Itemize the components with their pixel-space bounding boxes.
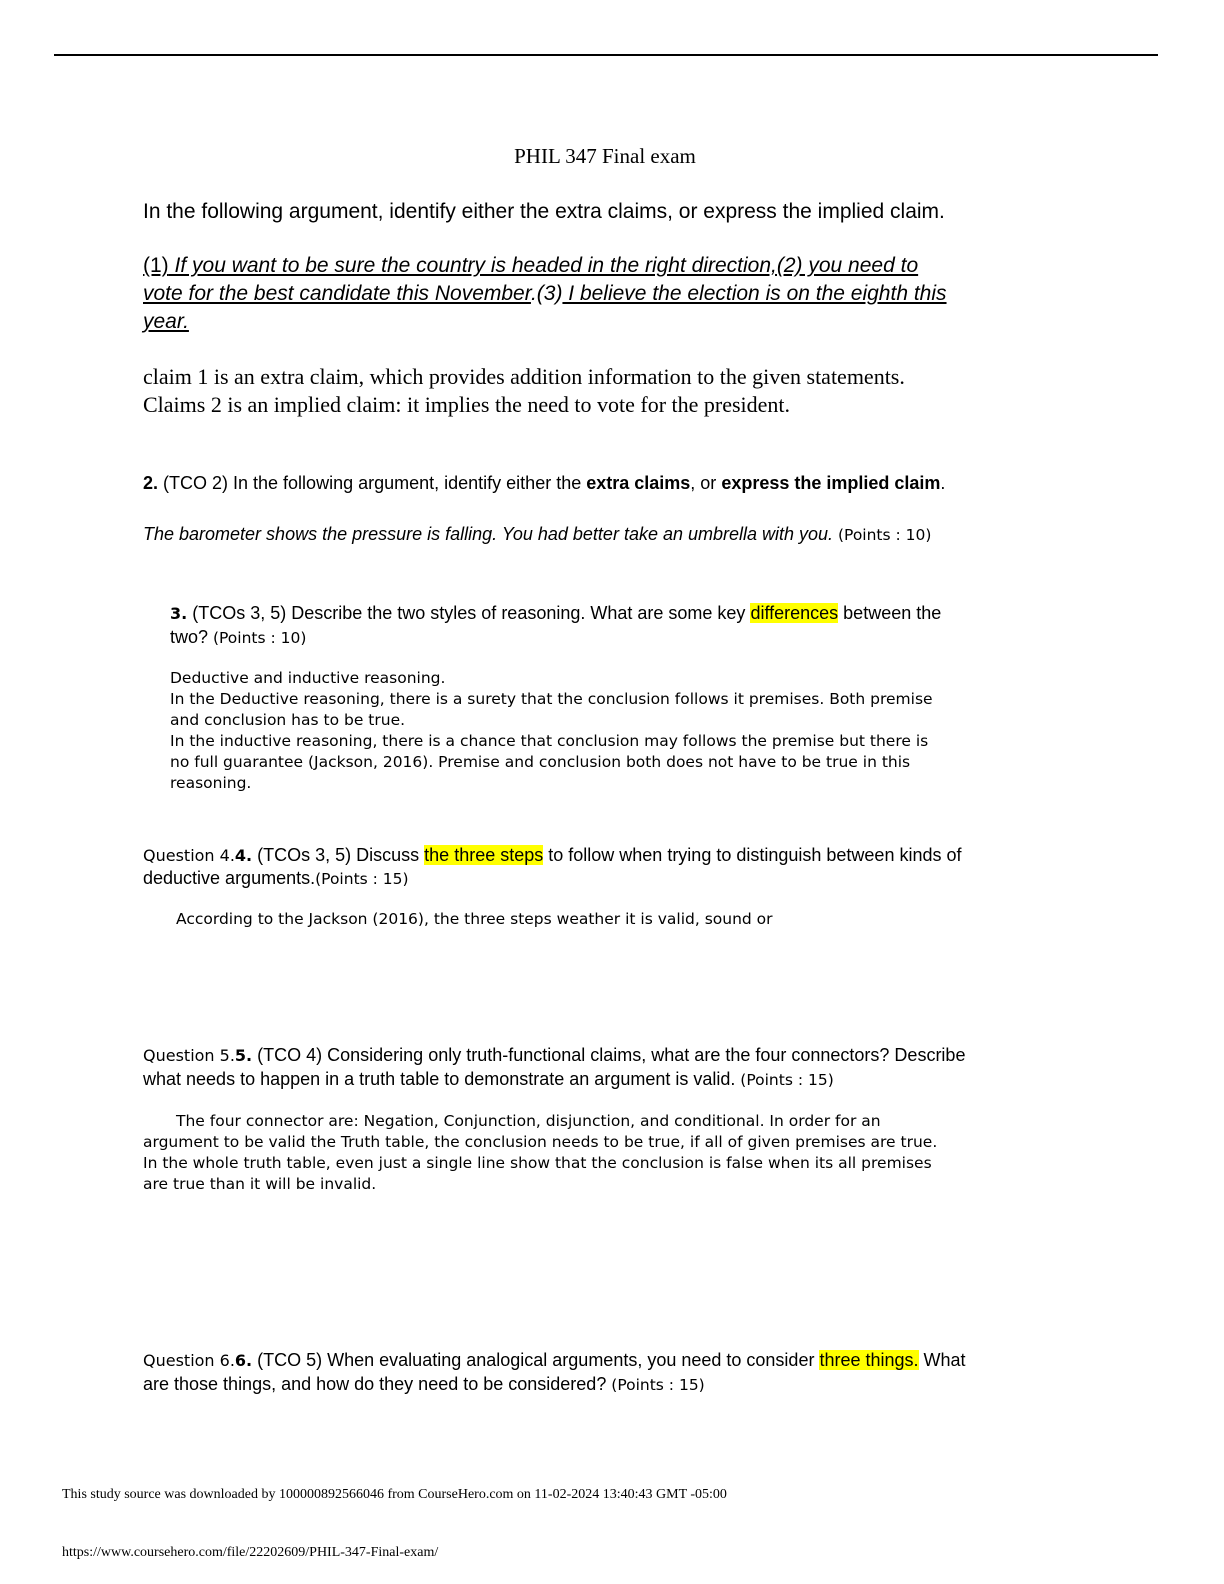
q5-number: 5. xyxy=(234,1046,253,1065)
q2-text-a: (TCO 2) In the following argument, identify either the xyxy=(158,473,587,493)
q3-answer-line: reasoning. xyxy=(170,774,252,792)
q3-answer-line: no full guarantee (Jackson, 2016). Premise and conclusion both does not have to be true in this xyxy=(170,753,911,771)
q3-points: (Points : 10) xyxy=(208,629,307,647)
q3-answer xyxy=(170,668,933,794)
q4-text-b: to follow when trying to distinguish between kinds of xyxy=(543,845,962,865)
footer-source: This study source was downloaded by 100000892566046 from CourseHero.com on 11-02-2024 13:40:43 GMT -05:00 xyxy=(62,1487,727,1502)
q5-text-a: (TCO 4) Considering only truth-functional claims, what are the four connectors? Describe xyxy=(252,1045,966,1065)
footer-url[interactable]: https://www.coursehero.com/file/22202609/PHIL-347-Final-exam/ xyxy=(62,1545,439,1560)
q1-arg-text3: I believe the election is on the eighth this xyxy=(562,282,947,305)
q4-prompt-line1 xyxy=(143,845,962,866)
q3-prompt-line1 xyxy=(170,603,941,624)
q1-answer-line1: claim 1 is an extra claim, which provides addition information to the given statements. xyxy=(143,364,905,389)
q5-answer-line: In the whole truth table, even just a single line show that the conclusion is false when its all premises xyxy=(143,1154,932,1172)
q5-answer xyxy=(143,1111,937,1195)
q2-prompt xyxy=(143,473,945,494)
q6-text-a: (TCO 5) When evaluating analogical arguments, you need to consider xyxy=(252,1350,820,1370)
q3-highlight: differences xyxy=(750,603,839,623)
q3-answer-line: In the inductive reasoning, there is a chance that conclusion may follows the premise but there is xyxy=(170,732,929,750)
page-title: PHIL 347 Final exam xyxy=(514,144,696,168)
q6-prefix: Question 6. xyxy=(143,1351,235,1370)
q1-arg-num3: .(3) xyxy=(530,282,563,305)
q3-answer-line: Deductive and inductive reasoning. xyxy=(170,669,446,687)
q5-answer-line: are true than it will be invalid. xyxy=(143,1175,377,1193)
q4-number: 4. xyxy=(234,846,253,865)
q6-text-b: What xyxy=(918,1350,966,1370)
q3-line2: two? xyxy=(170,627,209,647)
q3-answer-line: In the Deductive reasoning, there is a surety that the conclusion follows it premises. Both premise xyxy=(170,690,933,708)
q1-arg-num1: (1) xyxy=(143,254,169,277)
q1-argument-line3: year. xyxy=(143,310,189,333)
q5-points: (Points : 15) xyxy=(735,1071,834,1089)
q1-prompt: In the following argument, identify either the extra claims, or express the implied claim. xyxy=(143,200,945,223)
q1-arg-text2: vote for the best candidate this November xyxy=(143,282,531,305)
q2-bold-extra-claims: extra claims xyxy=(586,473,691,493)
q3-answer-line: and conclusion has to be true. xyxy=(170,711,406,729)
q2-text-b: , or xyxy=(690,473,722,493)
q2-bold-implied-claim: express the implied claim xyxy=(721,473,941,493)
q5-answer-line: argument to be valid the Truth table, the conclusion needs to be true, if all of given premises are true. xyxy=(143,1133,938,1151)
q6-line2: are those things, and how do they need to be considered? xyxy=(143,1374,607,1394)
q4-highlight: the three steps xyxy=(424,845,544,865)
q5-line2: what needs to happen in a truth table to demonstrate an argument is valid. xyxy=(143,1069,736,1089)
q6-prompt-line2 xyxy=(143,1374,705,1395)
q5-prefix: Question 5. xyxy=(143,1046,235,1065)
q5-prompt-line2 xyxy=(143,1069,834,1090)
q4-prefix: Question 4. xyxy=(143,846,235,865)
q1-arg-text1: If you want to be sure the country is headed in the right direction,(2) you need to xyxy=(168,254,919,277)
q4-line2: deductive arguments. xyxy=(143,868,316,888)
q2-argument-text: The barometer shows the pressure is falling. You had better take an umbrella with you. xyxy=(143,524,834,544)
q1-argument-line2 xyxy=(143,282,947,306)
q2-argument xyxy=(143,524,931,545)
q6-highlight: three things. xyxy=(819,1350,919,1370)
q4-answer: According to the Jackson (2016), the three steps weather it is valid, sound or xyxy=(176,910,773,928)
q2-text-c: . xyxy=(940,473,946,493)
q6-points: (Points : 15) xyxy=(606,1376,705,1394)
q1-argument-line1 xyxy=(143,254,918,278)
q4-points: (Points : 15) xyxy=(315,870,409,888)
q3-number: 3. xyxy=(170,604,188,623)
q5-answer-line: The four connector are: Negation, Conjunction, disjunction, and conditional. In order for an xyxy=(176,1112,881,1130)
q3-text-a: (TCOs 3, 5) Describe the two styles of reasoning. What are some key xyxy=(187,603,751,623)
q4-prompt-line2 xyxy=(143,868,409,889)
q6-number: 6. xyxy=(234,1351,253,1370)
top-rule xyxy=(54,54,1158,56)
q1-answer-line2: Claims 2 is an implied claim: it implies the need to vote for the president. xyxy=(143,392,791,417)
q2-points: (Points : 10) xyxy=(833,526,932,544)
q3-text-b: between the xyxy=(838,603,942,623)
q5-prompt-line1 xyxy=(143,1045,965,1066)
q6-prompt-line1 xyxy=(143,1350,966,1371)
q3-prompt-line2 xyxy=(170,627,306,648)
q4-text-a: (TCOs 3, 5) Discuss xyxy=(252,845,425,865)
q2-number: 2. xyxy=(143,473,159,493)
